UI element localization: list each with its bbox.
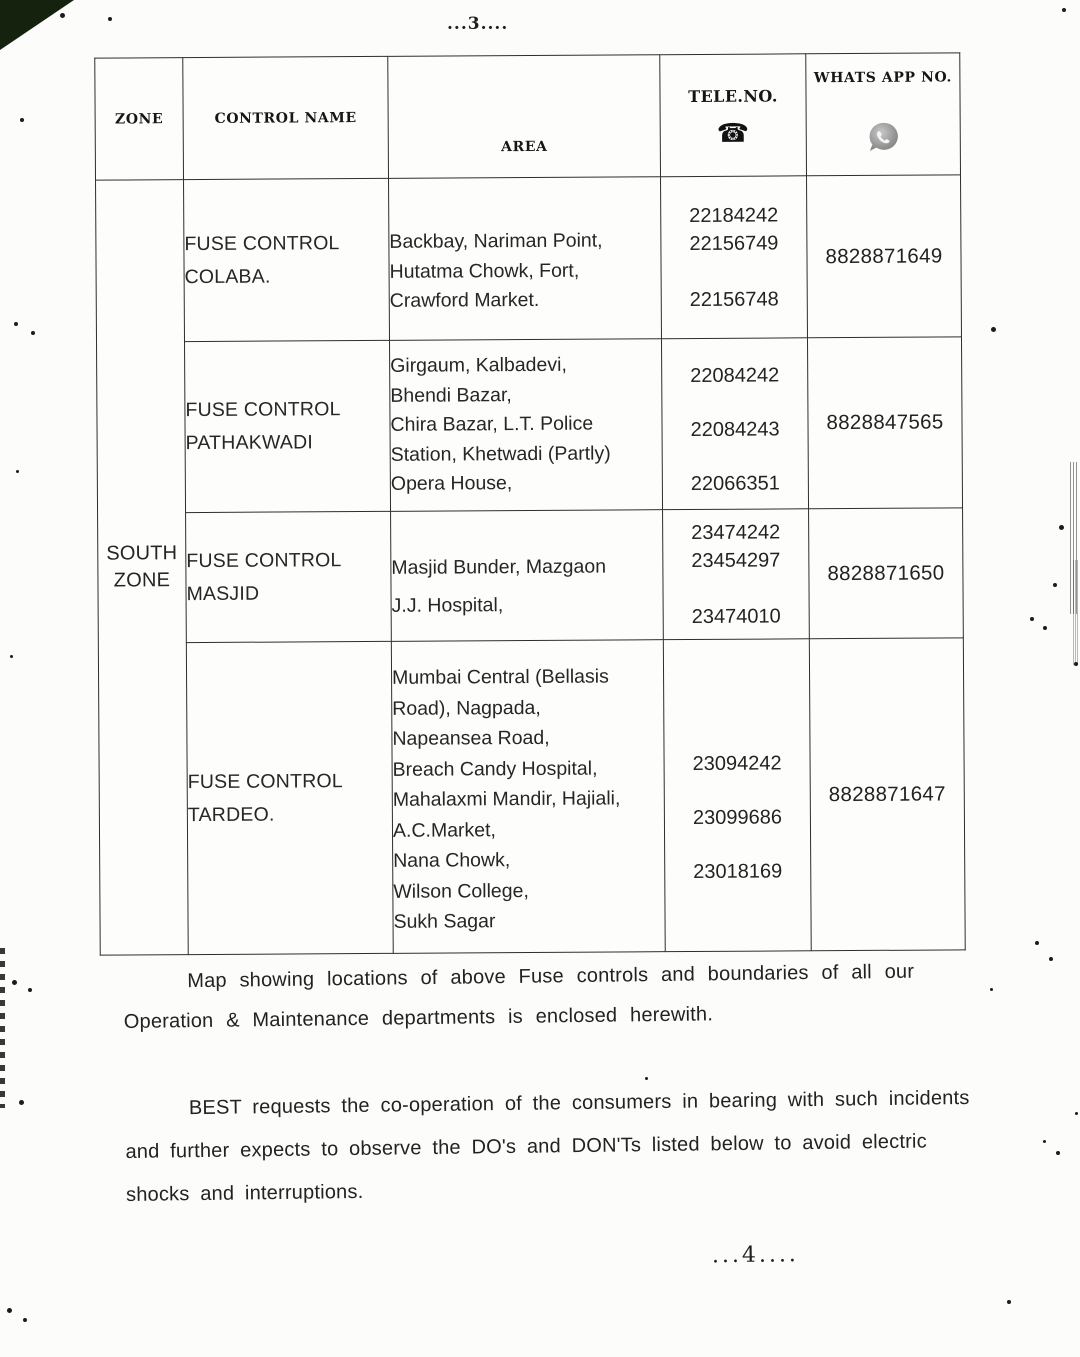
scan-dot: [990, 988, 993, 991]
scan-corner-fold: [0, 0, 74, 50]
best-note-paragraph: [125, 1077, 983, 1217]
control-name-cell: FUSE CONTROL MASJID: [186, 511, 392, 642]
control-name-cell: FUSE CONTROL TARDEO.: [186, 641, 393, 954]
page-number-top: ...3....: [447, 14, 509, 34]
area-cell: Masjid Bunder, Mazgaon J.J. Hospital,: [391, 510, 664, 642]
scan-dot: [1059, 525, 1064, 530]
scan-dot: [1043, 1140, 1046, 1143]
scan-dot: [1030, 617, 1034, 621]
paragraph-indent: [123, 987, 187, 988]
scan-dot: [1007, 1300, 1011, 1304]
zone-cell: SOUTH ZONE: [96, 180, 189, 956]
whatsapp-no-label: WHATS APP NO.: [813, 69, 952, 87]
scan-dot: [1035, 941, 1039, 945]
tele-no-cell: 22184242 22156749 22156748: [661, 176, 808, 339]
whatsapp-no-cell: 8828871649: [807, 175, 962, 338]
whatsapp-column-header: [806, 53, 961, 176]
scan-dot: [1074, 662, 1078, 666]
scan-dot: [28, 988, 32, 992]
whatsapp-no-cell: 8828871650: [809, 508, 964, 639]
tele-no-label: TELE.NO.: [688, 85, 778, 106]
control-name-cell: FUSE CONTROL COLABA.: [184, 178, 390, 341]
scan-dot: [1056, 1151, 1060, 1155]
scan-dot: [19, 1100, 24, 1105]
scan-dot: [10, 655, 13, 658]
scan-dot: [1053, 583, 1057, 587]
scan-dot: [31, 331, 35, 335]
area-cell: Mumbai Central (Bellasis Road), Nagpada, Napeansea Road, Breach Candy Hospital, Mahalaxmi Mandir, Hajiali, A.C.Market, Nana Chowk, Wilson College, Sukh Sagar: [391, 640, 665, 954]
table-row: [98, 638, 965, 955]
area-cell: Backbay, Nariman Point, Hutatma Chowk, Fort, Crawford Market.: [389, 177, 662, 341]
table-header-row: [95, 53, 961, 180]
tele-no-cell: 22084242 22084243 22066351: [661, 338, 808, 510]
tele-no-cell: 23094242 23099686 23018169: [663, 639, 811, 952]
scan-dot: [20, 118, 24, 122]
telephone-icon: ☎: [716, 118, 750, 149]
body-text-block: [123, 951, 983, 1276]
scan-dot: [1075, 1112, 1078, 1115]
scan-dot: [1043, 626, 1047, 630]
scan-dot: [14, 322, 18, 326]
page-number-bottom: ...4....: [711, 1242, 800, 1269]
control-name-cell: FUSE CONTROL PATHAKWADI: [185, 340, 391, 512]
scan-scratch-marks: [1073, 560, 1078, 665]
table-row: [98, 508, 964, 643]
area-column-header: AREA: [388, 55, 661, 179]
area-cell: Girgaum, Kalbadevi, Bhendi Bazar, Chira Bazar, L.T. Police Station, Khetwadi (Partly) Opera House,: [389, 339, 662, 512]
scan-dot: [7, 1308, 12, 1313]
scan-dot: [1049, 957, 1053, 961]
scan-dot: [108, 17, 112, 21]
map-note-text: Map showing locations of above Fuse controls and boundaries of all our Operation & Maintenance departments is enclosed herewith.: [123, 960, 915, 1033]
table-row: [97, 337, 963, 513]
map-note-paragraph: [123, 951, 980, 1042]
tele-no-cell: 23474242 23454297 23474010: [663, 509, 810, 640]
scan-dot: [12, 980, 17, 985]
fuse-control-table: [94, 52, 965, 955]
scan-dot: [991, 327, 996, 332]
scan-edge-marks: [0, 948, 5, 1108]
control-name-column-header: CONTROL NAME: [183, 56, 389, 179]
paragraph-indent: [125, 1114, 189, 1115]
whatsapp-no-cell: 8828847565: [807, 337, 962, 509]
scan-dot: [16, 470, 19, 473]
scan-dot: [1062, 8, 1066, 12]
scan-dot: [60, 13, 65, 18]
tele-no-column-header: [660, 54, 807, 177]
best-note-text: BEST requests the co-operation of the consumers in bearing with such incidents and further expects to observe the DO's and DON'Ts listed below to avoid electric shocks and interruptions.: [125, 1086, 970, 1206]
whatsapp-icon: [807, 104, 960, 159]
whatsapp-no-cell: 8828871647: [809, 638, 965, 951]
scan-dot: [23, 1318, 27, 1322]
table-row: [96, 175, 962, 342]
zone-column-header: ZONE: [95, 58, 184, 181]
